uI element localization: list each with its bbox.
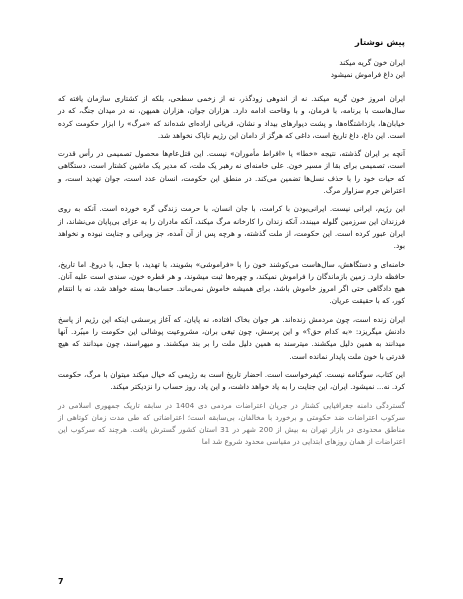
- section-heading: پیش نوشتار: [354, 38, 405, 48]
- body-paragraph: این کتاب، سوگنامه نیست. کیفرخواست است. احضار تاریخ است به رژیمی که خیال میکند میتوان با مرگ، حکومت کرد. نه... نمیشود. ایران، این جنایت را به یاد خواهد داشت، و این یاد، روز حساب را نزدیکتر میکند.: [58, 369, 405, 392]
- body-paragraph: آنچه بر ایران گذشته، نتیجه «خطا» یا «افراط مأموران» نیست. این قتل‌عام‌ها محصول تصمیمی در رأس قدرت است، تصمیمی برای بقا از مسیر خون. علی خامنه‌ای نه رهبر یک ملت، که مدیر یک ماشین کشتار است، دستگاهی که حیات خود را با حذف نسل‌ها تضمین می‌کند. در منطق این حکومت، انسان عدد است، جوان تهدید است، و اعتراض جرم سزاوار مرگ.: [58, 149, 405, 196]
- opening-line: ایران خون گریه میکند: [339, 58, 405, 67]
- page-number: 7: [58, 577, 64, 586]
- document-body: [58, 38, 405, 449]
- body-paragraph: خامنه‌ای و دستگاهش، سال‌هاست می‌کوشند خون را با «فراموشی» بشویند، با تهدید، با جعل، با دروغ. اما تاریخ، حافظه دارد. زمین بازماندگان را فراموش نمیکند، و چهره‌ها ثبت میشوند، و هر قطره خون، سندی است علیه آنان. هیچ دادگاهی حتی اگر امروز خاموش باشد، برای همیشه خاموش نمی‌ماند. حساب‌ها بسته خواهد شد، نه با انتقام کور، که با حقیقت عریان.: [58, 259, 405, 306]
- body-paragraph: این رژیم، ایرانی نیست. ایرانی‌بودن با کرامت، با جان انسان، با حرمت زندگی گره خورده است. آنکه به روی فرزندان این سرزمین گلوله میبندد، آنکه زندان را کارخانه مرگ میکند، آنکه مادران را به عزای بی‌پایان می‌نشاند، از ایران عبور کرده است. این حکومت، از ملت گذشته، و هرچه پس از آن آمده، جز ویرانی و جنایت نبوده و نخواهد بود.: [58, 204, 405, 251]
- body-paragraph: ایران امروز خون گریه میکند. نه از اندوهی زودگذر، نه از زخمی سطحی، بلکه از کشتاری سازمان یافته که سال‌هاست با برنامه، با فرمان، و با وقاحت ادامه دارد. هزاران جوان، هزاران همیهن، نه در میدان جنگ، که در خیابان‌ها، بازداشتگاه‌ها، و پشت دیوارهای بیداد و نشان، قربانی اراده‌ای شده‌اند که «مرگ» را ابزار حکومت کرده است. این داغ، داغ تاریخ است، داغی که هرگز از دامان این رژیم ناپاک نخواهد شد.: [58, 94, 405, 140]
- body-paragraph: ایران زنده است، چون مردمش زنده‌اند. هر جوان بخاک افتاده، نه پایان، که آغاز پرسشی اینکه این رژیم از پاسخ دادنش میگریزد: «به کدام حق؟» و این پرسش، چون تیغی بران، مشروعیت پوشالی این حکومت را میبُرد. آنها میدانند به همین دلیل میکشند. میترسند به همین دلیل ملت را بر بند میکشند. و میهراسند، چون میدانند که هیچ قدرتی با خون ملت پایدار نمانده است.: [58, 314, 405, 361]
- opening-line: این داغ فراموش نمیشود: [330, 70, 405, 79]
- closing-paragraph: گستردگی دامنه جغرافیایی کشتار در جریان اعتراضات مردمی دی 1404 در سابقه تاریک جمهوری اسلامی در سرکوب اعتراضات ضد حکومتی و برخورد با مخالفان، بی‌سابقه است؛ اعتراضاتی که طی مدت زمان کوتاهی از مناطق محدودی در بازار تهران به بیش از 200 شهر در 31 استان کشور گسترش یافت. هرچند که سرکوب این اعتراضات از همان روزهای ابتدایی در مقیاسی محدود شروع شد اما: [58, 400, 406, 447]
